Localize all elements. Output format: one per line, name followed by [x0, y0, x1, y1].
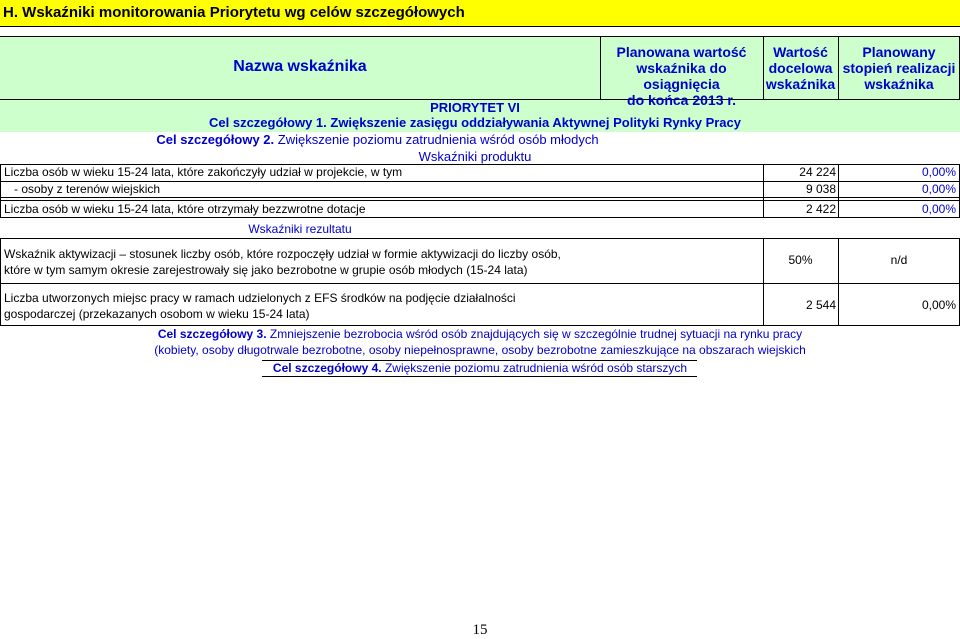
result-divider-2	[838, 238, 839, 326]
result-row-2-name	[4, 290, 744, 322]
result-row-1-line2: które w tym samym okresie zarejestrowały się jako bezrobotne w grupie osób młodych (15-24 lata)	[4, 263, 528, 277]
col-header-target-value	[763, 44, 838, 92]
goal-4-prefix: Cel szczegółowy 4.	[272, 361, 382, 375]
product-left-border	[0, 164, 1, 218]
result-indicators-header: Wskaźniki rezultatu	[248, 222, 352, 236]
result-row-2-degree: 0,00%	[921, 298, 956, 312]
col-header-name: Nazwa wskaźnika	[233, 58, 367, 75]
goal-3-prefix: Cel szczegółowy 3.	[157, 327, 267, 341]
product-row-2-name: - osoby z terenów wiejskich	[14, 182, 161, 196]
goal-3-line1	[0, 326, 960, 342]
result-row-1-target: 50%	[788, 253, 813, 267]
degree-line2: stopień realizacji	[842, 60, 956, 76]
target-line2: docelowa	[768, 60, 833, 76]
result-row-1-line1: Wskaźnik aktywizacji – stosunek liczby osób, które rozpoczęły udział w formie aktywizacji do liczby osób,	[4, 247, 561, 261]
goal-2-title	[0, 131, 755, 148]
product-divider-1	[763, 164, 764, 218]
goal-4-text: Zwiększenie poziomu zatrudnienia wśród osób starszych	[381, 361, 688, 375]
product-row-3-degree: 0,00%	[921, 202, 956, 216]
result-left-border	[0, 238, 1, 326]
product-divider-2	[838, 164, 839, 218]
degree-line1: Planowany	[862, 44, 936, 60]
goal-2-prefix: Cel szczegółowy 2.	[156, 132, 275, 147]
target-line1: Wartość	[773, 44, 828, 60]
page-number: 15	[472, 622, 488, 638]
product-row-1-target: 24 224	[799, 165, 836, 179]
result-row-2-line1: Liczba utworzonych miejsc pracy w ramach udzielonych z EFS środków na podjęcie działalności	[4, 291, 516, 305]
product-indicators-header: Wskaźniki produktu	[418, 149, 532, 164]
goal-3-title	[0, 326, 960, 358]
planned-2013-line1: Planowana wartość	[616, 44, 747, 60]
result-row-1-top	[0, 238, 960, 239]
section-title: H. Wskaźniki monitorowania Priorytetu wg celów szczegółowych	[3, 4, 465, 21]
result-row-1-name	[4, 246, 744, 278]
result-row-2-line2: gospodarczej (przekazanych osobom w wieku 15-24 lata)	[4, 307, 310, 321]
result-row-1-degree: n/d	[890, 253, 908, 267]
planned-2013-line2: wskaźnika do osiągnięcia	[636, 60, 727, 92]
planned-2013-line3: do końca 2013 r.	[627, 92, 736, 108]
goal-1-title: Cel szczegółowy 1. Zwiększenie zasięgu oddziaływania Aktywnej Polityki Rynky Pracy	[209, 115, 741, 130]
result-divider-1	[763, 238, 764, 326]
product-row-1-name: Liczba osób w wieku 15-24 lata, które zakończyły udział w projekcie, w tym	[4, 165, 403, 179]
goal-3-text: Zmniejszenie bezrobocia wśród osób znajdujących się w szczególnie trudnej sytuacji na rynku pracy	[266, 327, 803, 341]
product-row-3-bottom	[0, 217, 960, 218]
goal-3-line2: (kobiety, osoby długotrwale bezrobotne, osoby niepełnosprawne, osoby bezrobotne zamieszkujące na obszarach wiejskich	[154, 343, 806, 357]
col-header-planned-degree	[838, 44, 960, 92]
result-row-1-bottom	[0, 283, 960, 284]
target-line3: wskaźnika	[765, 76, 836, 92]
result-row-2-target: 2 544	[805, 298, 836, 312]
priority-title: PRIORYTET VI	[430, 100, 520, 115]
goal-4-bottom	[262, 376, 697, 377]
goal-2-text: Zwiększenie poziomu zatrudnienia wśród osób młodych	[274, 132, 599, 147]
degree-line3: wskaźnika	[864, 76, 934, 92]
goal-4-title	[0, 360, 960, 376]
section-banner	[0, 0, 960, 27]
header-top-border	[0, 36, 960, 37]
product-row-2-target: 9 038	[805, 182, 836, 196]
product-row-2-bottom	[0, 197, 960, 198]
product-row-3-name: Liczba osób w wieku 15-24 lata, które otrzymały bezzwrotne dotacje	[4, 202, 366, 216]
product-row-3-target: 2 422	[805, 202, 836, 216]
product-row-2-degree: 0,00%	[921, 182, 956, 196]
product-row-1-degree: 0,00%	[921, 165, 956, 179]
